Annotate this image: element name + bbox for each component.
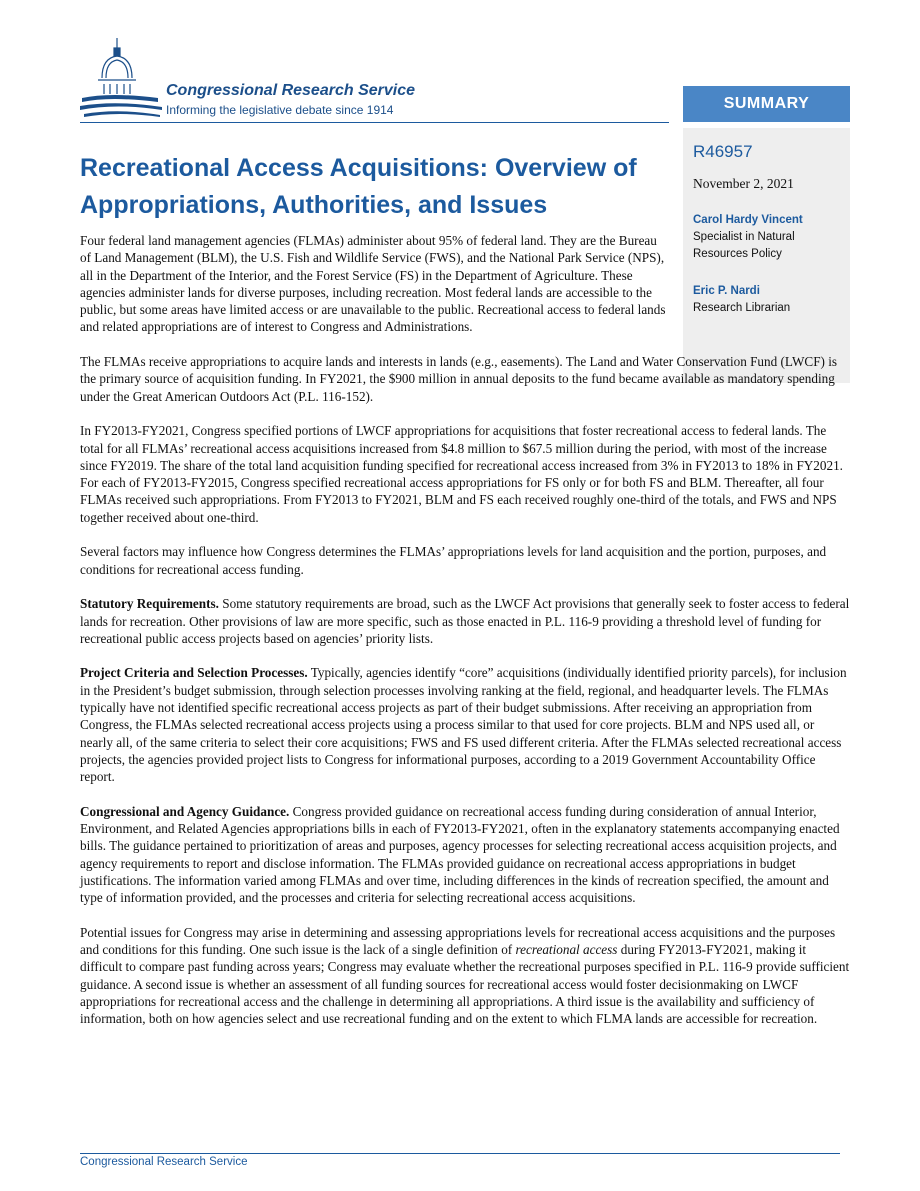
summary-tab: SUMMARY — [683, 86, 850, 122]
paragraph — [80, 595, 850, 647]
paragraph — [80, 803, 850, 907]
paragraph — [80, 353, 850, 405]
paragraph-text: during FY2013-FY2021, making it difficult to compare past funding across years; Congress may evaluate whether the recreational purposes specified in P.L. 116-9 provide sufficient guidance. A second issue is whether an assessment of all funding sources for recreational access would foster decisionmaking on LWCF appropriations for recreational access and the challenge in determining all appropriations. A third issue is the availability and sufficiency of information, both on how agencies select and use recreational funding and on the extent to which FLMA lands are accessible for recreation. — [80, 942, 850, 1027]
paragraph-text: Land and Water Conservation Fund (LWCF) is the primary source of acquisition funding. In FY2021, the $900 million in annual deposits to the fund became available as mandatory spending under the Great American Outdoors Act (P.L. 116-152). — [80, 354, 838, 404]
report-date: November 2, 2021 — [693, 176, 794, 191]
capitol-dome-icon — [80, 36, 162, 122]
emphasized-term: recreational access — [515, 942, 618, 958]
summary-body — [80, 232, 850, 1045]
footer-org-name: Congressional Research Service — [80, 1156, 248, 1168]
paragraph: In FY2013-FY2021, Congress specified portions of LWCF appropriations for acquisitions that foster recreational access to federal lands. The total for all FLMAs’ recreational access acquisitions increased from $4.8 million to $67.5 million during the period, with most of the increase since FY2019. The share of the total land acquisition funding specified for recreational access increased from 3% in FY2013 to 18% in FY2021. For each of FY2013-FY2015, Congress specified recreational access appropriations for FS only or for both FS and BLM. Thereafter, all four FLMAs received such appropriations. From FY2013 to FY2021, BLM and FS each received roughly one-third of the totals, and FWS and NPS together received about one-third. — [80, 423, 843, 525]
header-divider — [80, 122, 669, 123]
report-number: R46957 — [693, 142, 753, 161]
paragraph — [80, 924, 850, 1028]
paragraph-text: Potential issues for Congress may arise in determining and assessing appropriations levels for recreational access acquisitions and the purposes and conditions for this funding. One such issue is the lack of a single definition of — [80, 924, 836, 958]
author-name: Carol Hardy Vincent — [693, 214, 803, 226]
paragraph-line: The FLMAs receive appropriations to acquire lands and interests in lands (e.g., easements). The — [80, 354, 587, 370]
author-role: Research Librarian — [693, 302, 791, 314]
paragraph-text: Typically, agencies identify “core” acquisitions (individually identified priority parcels), for inclusion in the President’s budget submission, through selection processes involving ranking at the field, regional, and headquarter levels. The FLMAs typically have not identified specific recreational access projects as part of their budget submissions. After receiving an appropriation from Congress, the FLMAs selected recreational access projects using a process similar to that used for core projects. BLM and NPS used all, or nearly all, of the same criteria to select their core acquisitions; FWS and FS used different criteria. After the FLMAs selected recreational access projects, the agencies provided project lists to Congress for informational purposes, according to a 2019 Government Accountability Office report. — [80, 665, 847, 785]
paragraph-text: Some statutory requirements are broad, such as the LWCF Act provisions that generally seek to foster access to federal lands for recreation. Other provisions of law are more specific, such as those enacted in P.L. 116-9 providing a threshold level of funding for recreational public access projects based on agencies’ priority lists. — [80, 596, 850, 646]
crs-logo — [80, 36, 480, 122]
paragraph-text: Congress provided guidance on recreational access funding during consideration of annual Interior, Environment, and Related Agencies appropriations bills in each of FY2013-FY2021, often in the explanatory statements accompanying enacted bills. The guidance pertained to prioritization of areas and purposes, agency processes for selecting recreational access acquisition projects, and agency requirements to report and disclose information. The FLMAs provided guidance on recreational access appropriations in budget justifications. The information varied among FLMAs and over time, including differences in the kinds of recreation specified, the amount and type of information provided, and the processes and criteria for selecting recreational access acquisitions. — [80, 803, 840, 906]
paragraph: Several factors may influence how Congress determines the FLMAs’ appropriations levels for land acquisition and the portion, purposes, and conditions for recreational access funding. — [80, 544, 827, 577]
author-role: Resources Policy — [693, 248, 782, 260]
org-tagline: Informing the legislative debate since 1914 — [166, 103, 394, 117]
footer-divider — [80, 1153, 840, 1154]
paragraph-heading: Statutory Requirements. — [80, 596, 219, 612]
author-role: Specialist in Natural — [693, 231, 795, 243]
paragraph — [80, 664, 850, 785]
paragraph-heading: Project Criteria and Selection Processes. — [80, 665, 308, 681]
author-name: Eric P. Nardi — [693, 285, 760, 297]
report-title: Recreational Access Acquisitions: Overview of Appropriations, Authorities, and Issues — [80, 154, 637, 219]
paragraph-heading: Congressional and Agency Guidance. — [80, 803, 290, 819]
org-name: Congressional Research Service — [166, 82, 416, 99]
paragraph: Four federal land management agencies (FLMAs) administer about 95% of federal land. They are the Bureau of Land Management (BLM), the U.S. Fish and Wildlife Service (FWS), and the National Park Service (NPS), all in the Department of the Interior, and the Forest Service (FS) in the Department of Agriculture. These agencies administer lands for diverse purposes, including recreation. Most federal lands are accessible to the public, but some areas have limited access or are unavailable to the public. Recreational access to federal lands and related appropriations are of interest to Congress and Administrations. — [80, 233, 666, 335]
